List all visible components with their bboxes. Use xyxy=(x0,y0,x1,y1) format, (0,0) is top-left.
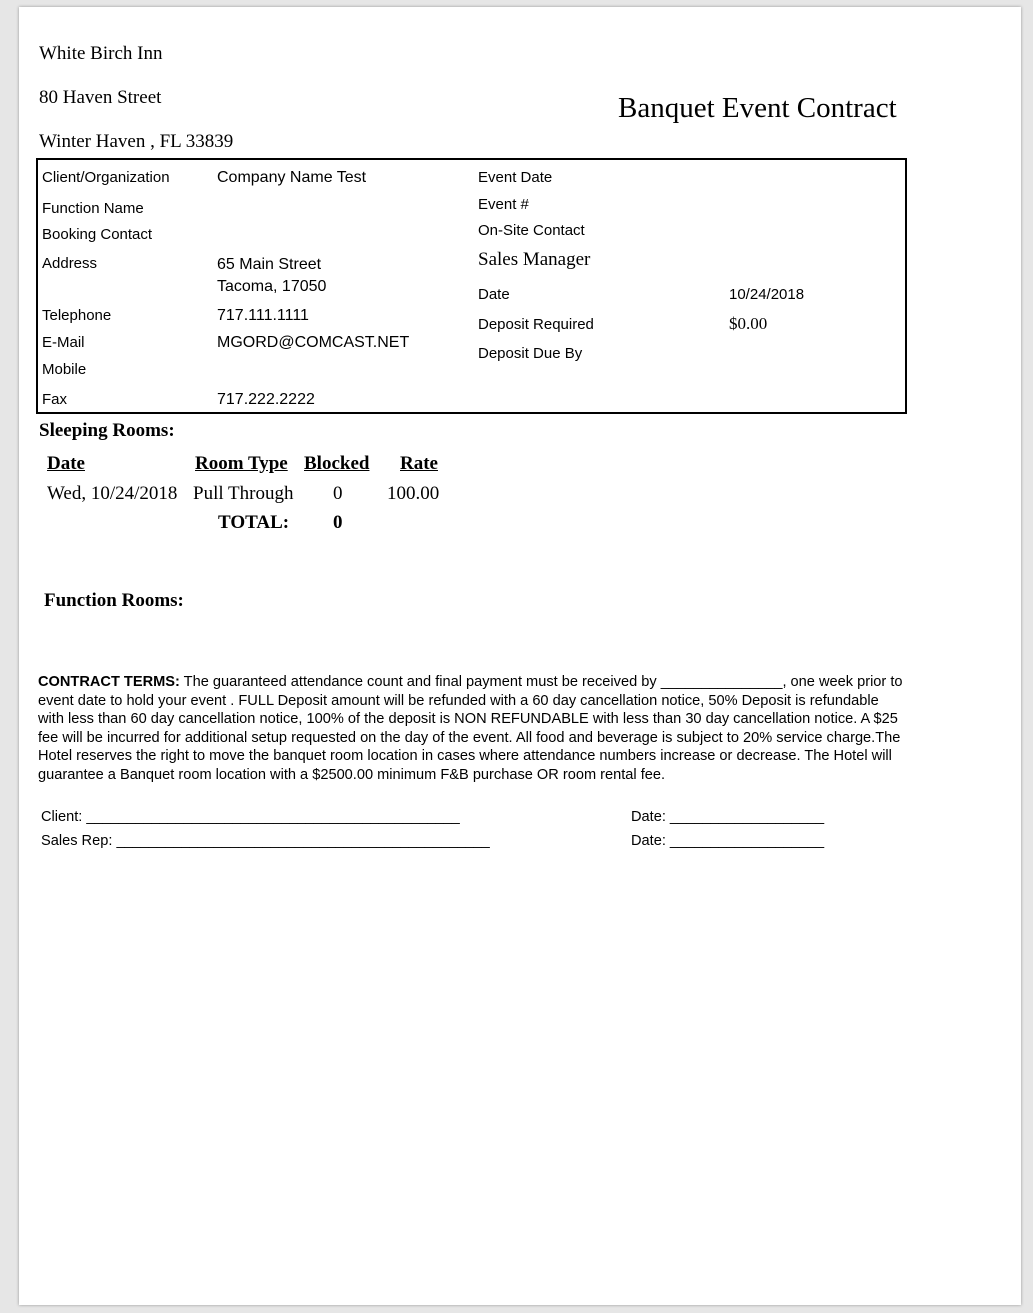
address-label: Address xyxy=(42,255,98,272)
fax-label: Fax xyxy=(42,391,68,408)
booking-contact-label: Booking Contact xyxy=(42,226,153,243)
function-rooms-heading: Function Rooms: xyxy=(44,590,184,611)
client-signature-line: Client: ______________________________________________ xyxy=(41,809,460,825)
sales-rep-signature-line: Sales Rep: ______________________________________________ xyxy=(41,833,490,849)
event-date-label: Event Date xyxy=(478,169,553,186)
email-label: E-Mail xyxy=(42,334,85,351)
mobile-label: Mobile xyxy=(42,361,87,378)
deposit-due-label: Deposit Due By xyxy=(478,345,583,362)
hotel-street: 80 Haven Street xyxy=(39,87,162,108)
col-header-rate: Rate xyxy=(400,453,438,474)
contract-terms xyxy=(38,673,904,784)
hotel-city-state-zip: Winter Haven , FL 33839 xyxy=(39,131,234,152)
sales-manager-label: Sales Manager xyxy=(478,249,591,270)
col-header-room-type: Room Type xyxy=(195,453,288,474)
row-date: Wed, 10/24/2018 xyxy=(47,483,178,504)
row-rate: 100.00 xyxy=(387,483,440,504)
client-label: Client/Organization xyxy=(42,169,170,186)
address-line-1: 65 Main Street xyxy=(217,256,322,273)
sales-rep-date-line: Date: ___________________ xyxy=(631,833,825,849)
col-header-blocked: Blocked xyxy=(304,453,370,474)
client-value: Company Name Test xyxy=(217,169,367,186)
address-line-2: Tacoma, 17050 xyxy=(217,278,327,295)
page-title: Banquet Event Contract xyxy=(618,92,897,124)
total-label: TOTAL: xyxy=(218,512,290,533)
col-header-date: Date xyxy=(47,453,85,474)
event-info-box xyxy=(36,158,907,414)
hotel-name: White Birch Inn xyxy=(39,43,163,64)
contract-page xyxy=(19,7,1021,1305)
deposit-required-value: $0.00 xyxy=(729,314,768,333)
function-name-label: Function Name xyxy=(42,200,144,217)
telephone-value: 717.111.1111 xyxy=(217,307,309,324)
telephone-label: Telephone xyxy=(42,307,112,324)
event-number-label: Event # xyxy=(478,196,529,213)
date-label: Date xyxy=(478,286,510,303)
email-value: MGORD@COMCAST.NET xyxy=(217,334,410,351)
row-room-type: Pull Through xyxy=(193,483,294,504)
total-value: 0 xyxy=(333,512,343,533)
contract-terms-text: The guaranteed attendance count and final payment must be received by _______________, one week prior to event date to hold your event . FULL Deposit amount will be refunded with a 60 day cancellation notice, 50% Deposit is refundable with less than 60 day cancellation notice, 100% of the deposit is NON REFUNDABLE with less than 30 day cancellation notice. A $25 fee will be incurred for additional setup requested on the day of the event. All food and beverage is subject to 20% service charge.The Hotel reserves the right to move the banquet room location in cases where attendance numbers increase or decrease. The Hotel will guarantee a Banquet room location with a $2500.00 minimum F&B purchase OR room rental fee. xyxy=(38,674,903,783)
deposit-required-label: Deposit Required xyxy=(478,316,594,333)
onsite-contact-label: On-Site Contact xyxy=(478,222,585,239)
row-blocked: 0 xyxy=(333,483,343,504)
sleeping-rooms-heading: Sleeping Rooms: xyxy=(39,420,175,441)
fax-value: 717.222.2222 xyxy=(217,391,315,408)
date-value: 10/24/2018 xyxy=(729,286,805,303)
client-date-line: Date: ___________________ xyxy=(631,809,825,825)
contract-terms-label: CONTRACT TERMS: xyxy=(38,674,180,690)
